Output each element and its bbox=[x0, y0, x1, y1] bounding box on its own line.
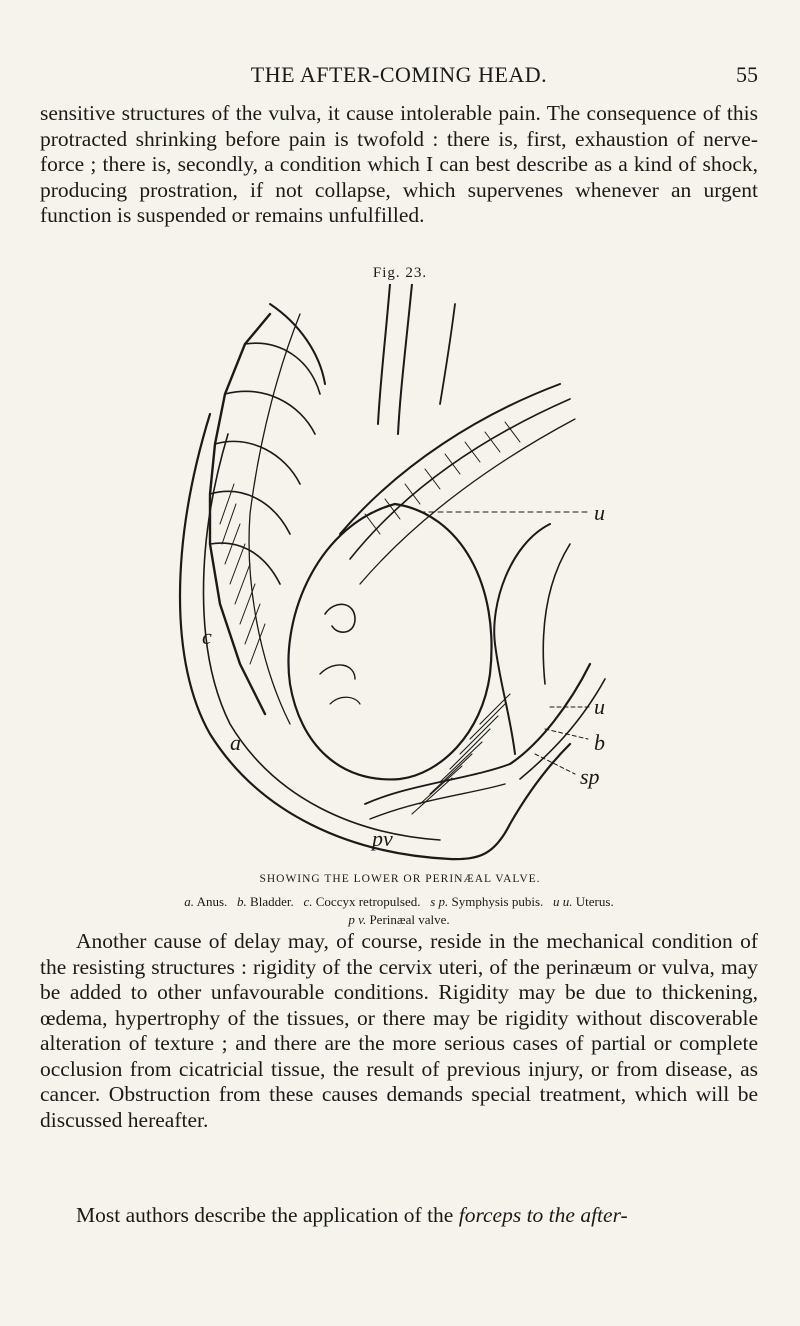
symphysis bbox=[510, 664, 590, 764]
anatomical-figure bbox=[150, 284, 670, 864]
figure-caption-title: SHOWING THE LOWER OR PERINÆAL VALVE. bbox=[259, 873, 541, 885]
marker-c: c bbox=[202, 624, 212, 649]
figure-legend bbox=[40, 893, 758, 929]
marker-a: a bbox=[230, 730, 241, 755]
legend-item: a. Anus. bbox=[184, 894, 228, 909]
marker-sp: sp bbox=[580, 764, 600, 789]
legend-item: b. Bladder. bbox=[237, 894, 294, 909]
uterus-curve bbox=[494, 524, 550, 754]
marker-b: b bbox=[594, 730, 605, 755]
legend-item: u u. Uterus. bbox=[553, 894, 614, 909]
perineal-valve bbox=[365, 764, 510, 804]
outer-contour bbox=[180, 414, 570, 859]
marker-pv: pv bbox=[372, 826, 393, 851]
paragraph-3: Most authors describe the application of the forceps to the after- bbox=[76, 1203, 628, 1227]
fetal-head bbox=[288, 504, 491, 779]
page-header bbox=[40, 62, 758, 92]
legend-item: p v. Perinæal valve. bbox=[348, 912, 450, 927]
page-number: 55 bbox=[736, 62, 758, 87]
marker-u-mid: u bbox=[594, 694, 605, 719]
paragraph-2: Another cause of delay may, of course, reside in the mechanical condition of the resisting structures : rigidity of the cervix uteri, of the perinæum or vulva, may be added to other unfavourable conditions. Rigidity may be due to thickening, œdema, hypertrophy of the tissues, or there may be rigidity without discoverable alteration of texture ; and there are the more serious cases of partial or complete occlusion from cicatricial tissue, the result of previous injury, or from disease, as cancer. Obstruction from these causes demands special treatment, which will be discussed hereafter. bbox=[40, 929, 758, 1132]
running-title: THE AFTER-COMING HEAD. bbox=[250, 62, 548, 87]
legend-item: s p. Symphysis pubis. bbox=[430, 894, 544, 909]
paragraph-1: sensitive structures of the vulva, it cause intolerable pain. The consequence of this protracted shrinking before pain is twofold : there is, first, exhaustion of nerve-force ; there is, secondly, a condition which I can best describe as a kind of shock, producing prostration, if not collapse, which supervenes whenever an urgent function is suspended or remains unfulfilled. bbox=[40, 101, 758, 227]
marker-u-top: u bbox=[594, 500, 605, 525]
legend-item: c. Coccyx retropulsed. bbox=[303, 894, 421, 909]
figure-label: Fig. 23. bbox=[372, 265, 428, 281]
